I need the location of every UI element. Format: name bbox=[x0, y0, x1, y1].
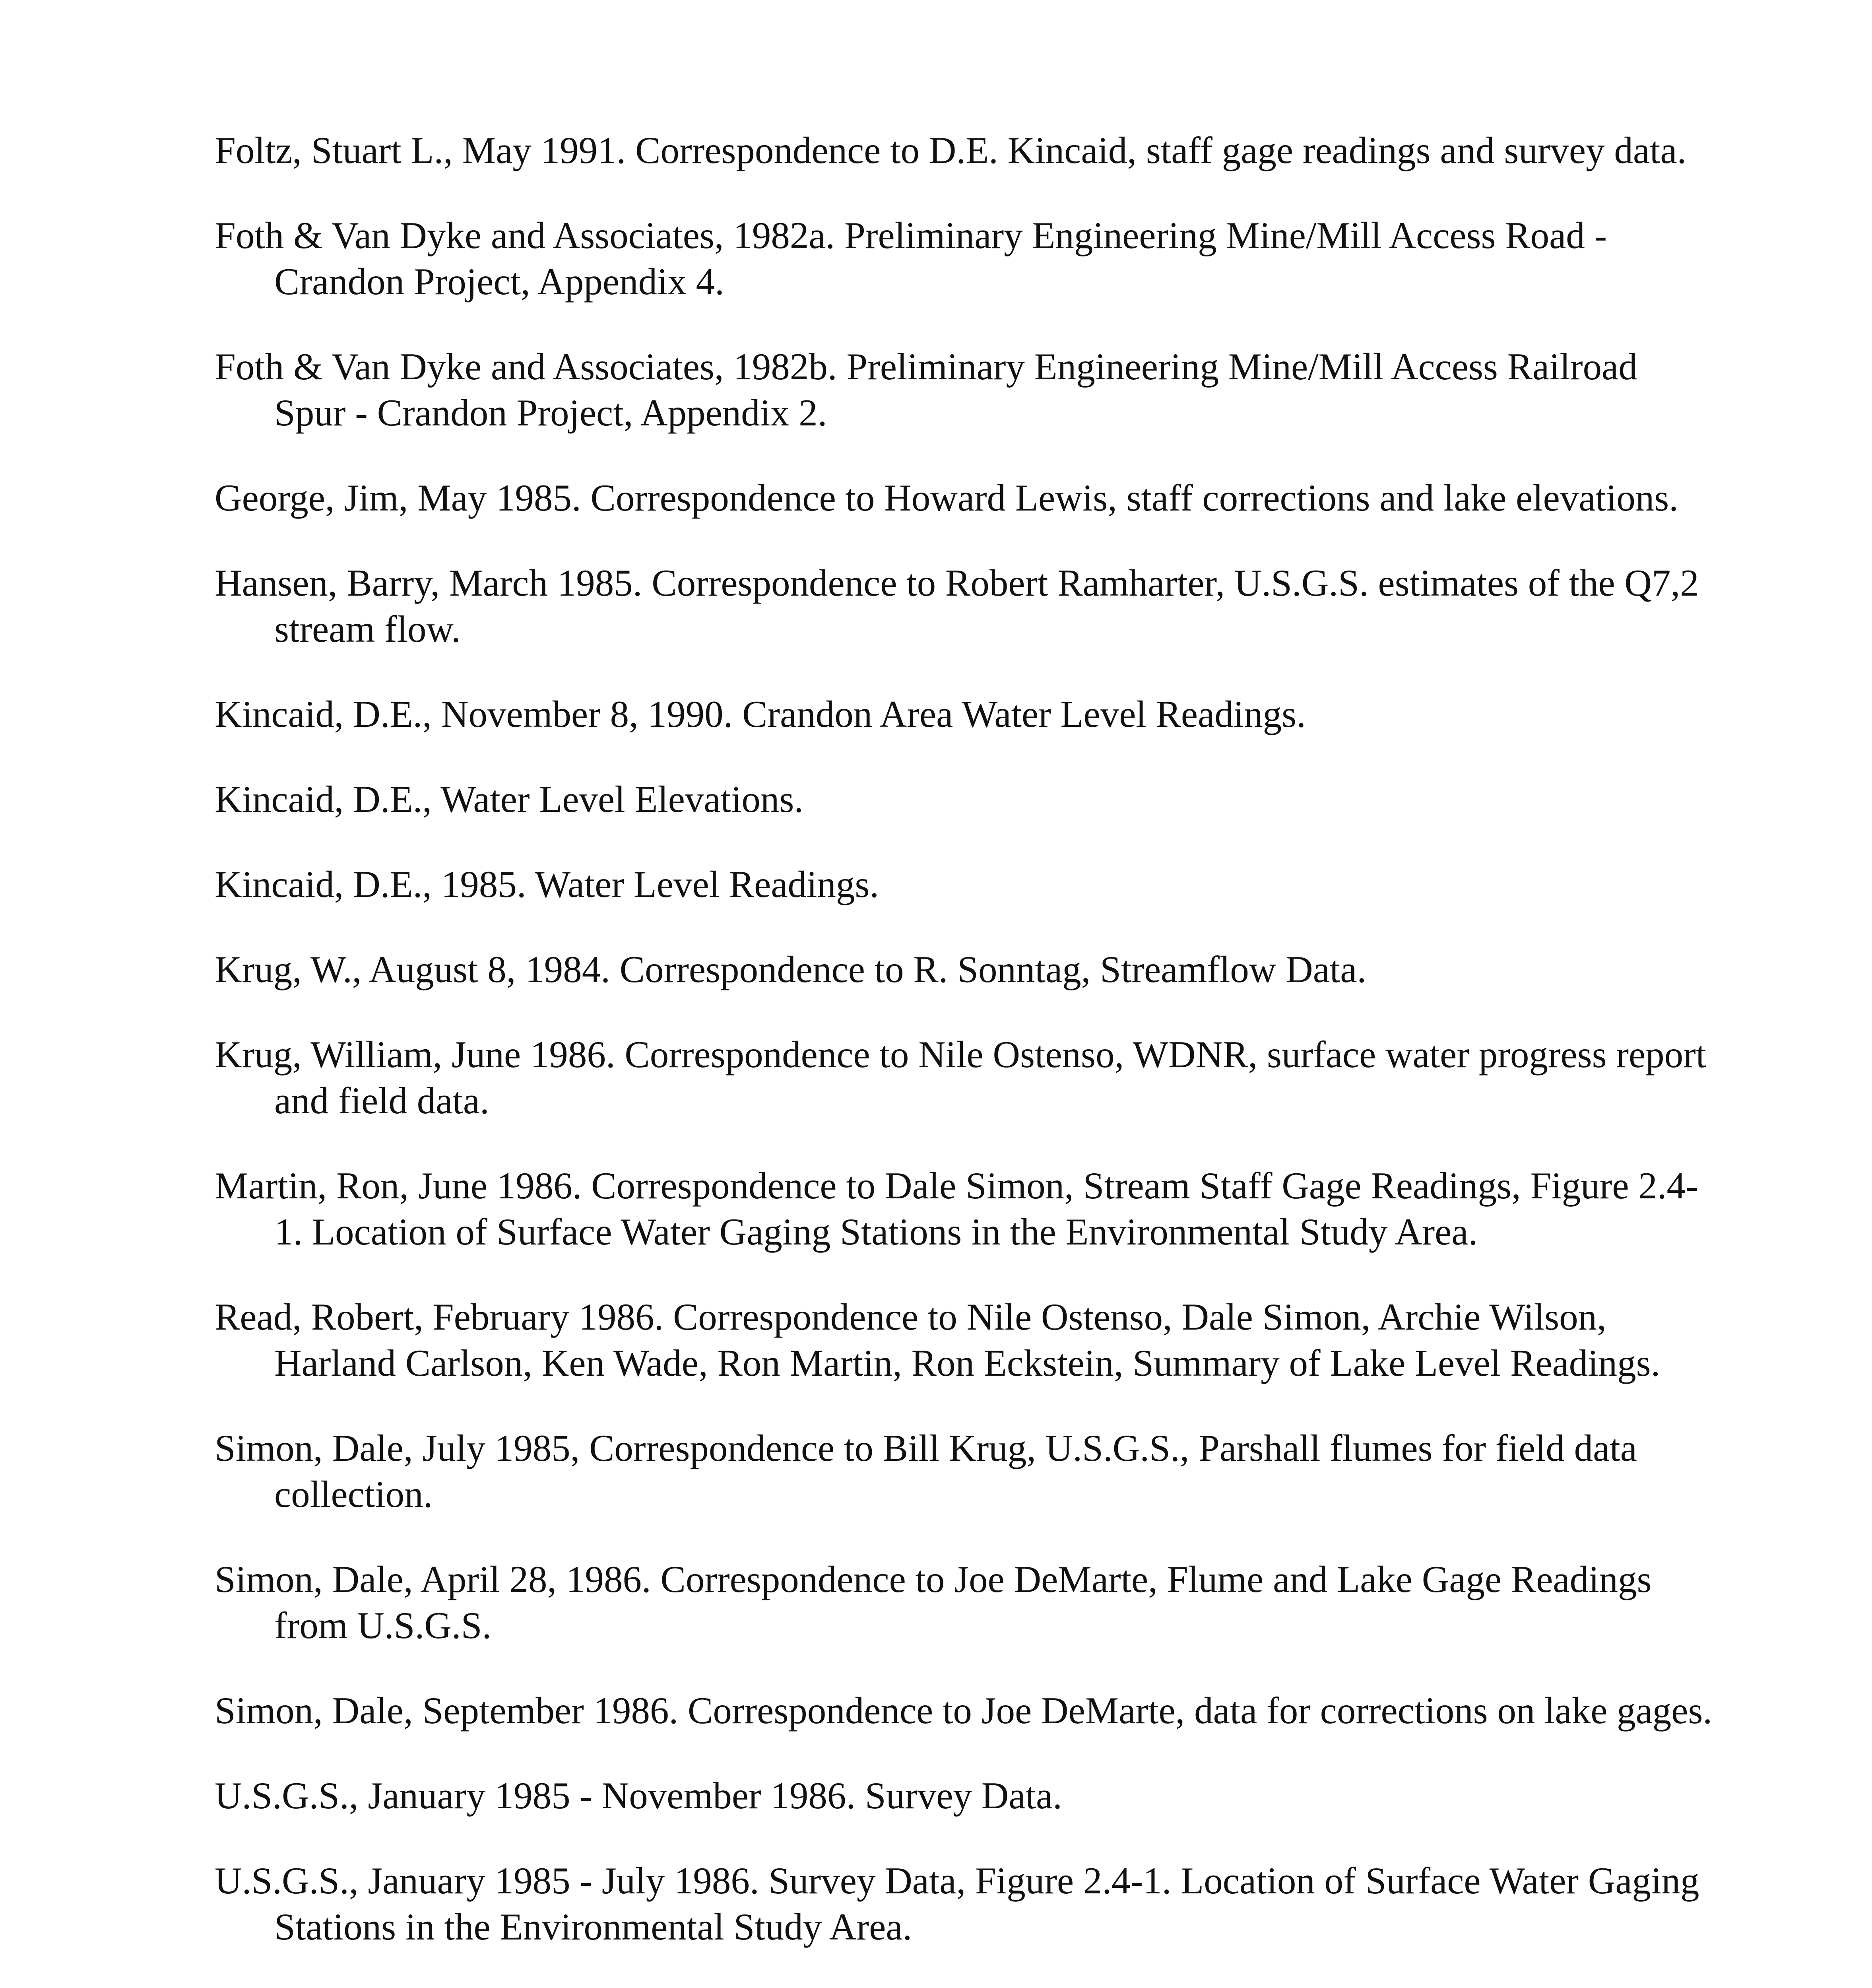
reference-entry: Foth & Van Dyke and Associates, 1982b. Preliminary Engineering Mine/Mill Access Railroad Spur - Crandon Project, Appendix 2. bbox=[215, 346, 1637, 434]
reference-entry: Krug, William, June 1986. Correspondence to Nile Ostenso, WDNR, surface water progress report and field data. bbox=[215, 1033, 1707, 1122]
reference-entry: Krug, W., August 8, 1984. Correspondence to R. Sonntag, Streamflow Data. bbox=[215, 948, 1367, 990]
reference-entry: Simon, Dale, July 1985, Correspondence to Bill Krug, U.S.G.S., Parshall flumes for field data collection. bbox=[215, 1427, 1637, 1515]
reference-entry: Simon, Dale, April 28, 1986. Correspondence to Joe DeMarte, Flume and Lake Gage Readings from U.S.G.S. bbox=[215, 1558, 1652, 1646]
reference-entry: Kincaid, D.E., November 8, 1990. Crandon Area Water Level Readings. bbox=[215, 693, 1306, 735]
reference-entry: Simon, Dale, September 1986. Correspondence to Joe DeMarte, data for corrections on lake gages. bbox=[215, 1689, 1713, 1732]
reference-entry: U.S.G.S., January 1985 - July 1986. Survey Data, Figure 2.4-1. Location of Surface Water Gaging Stations in the Environmental Study Area. bbox=[215, 1860, 1699, 1948]
reference-entry: Kincaid, D.E., Water Level Elevations. bbox=[215, 778, 804, 820]
reference-entry: U.S.G.S., January 1985 - November 1986. Survey Data. bbox=[215, 1774, 1062, 1817]
reference-entry: Kincaid, D.E., 1985. Water Level Readings. bbox=[215, 863, 879, 905]
reference-list bbox=[215, 127, 1717, 1988]
reference-entry: Hansen, Barry, March 1985. Correspondence to Robert Ramharter, U.S.G.S. estimates of the Q7,2 stream flow. bbox=[215, 562, 1699, 650]
reference-entry: Martin, Ron, June 1986. Correspondence to Dale Simon, Stream Staff Gage Readings, Figure 2.4-1. Location of Surface Water Gaging Stations in the Environmental Study Area. bbox=[215, 1165, 1698, 1253]
reference-entry: Foth & Van Dyke and Associates, 1982a. Preliminary Engineering Mine/Mill Access Road - Crandon Project, Appendix 4. bbox=[215, 214, 1607, 303]
reference-entry: George, Jim, May 1985. Correspondence to Howard Lewis, staff corrections and lake elevations. bbox=[215, 477, 1678, 519]
reference-entry: Read, Robert, February 1986. Correspondence to Nile Ostenso, Dale Simon, Archie Wilson, Harland Carlson, Ken Wade, Ron Martin, Ron Eckstein, Summary of Lake Level Readings. bbox=[215, 1296, 1661, 1384]
reference-entry: Foltz, Stuart L., May 1991. Correspondence to D.E. Kincaid, staff gage readings and survey data. bbox=[215, 129, 1687, 171]
